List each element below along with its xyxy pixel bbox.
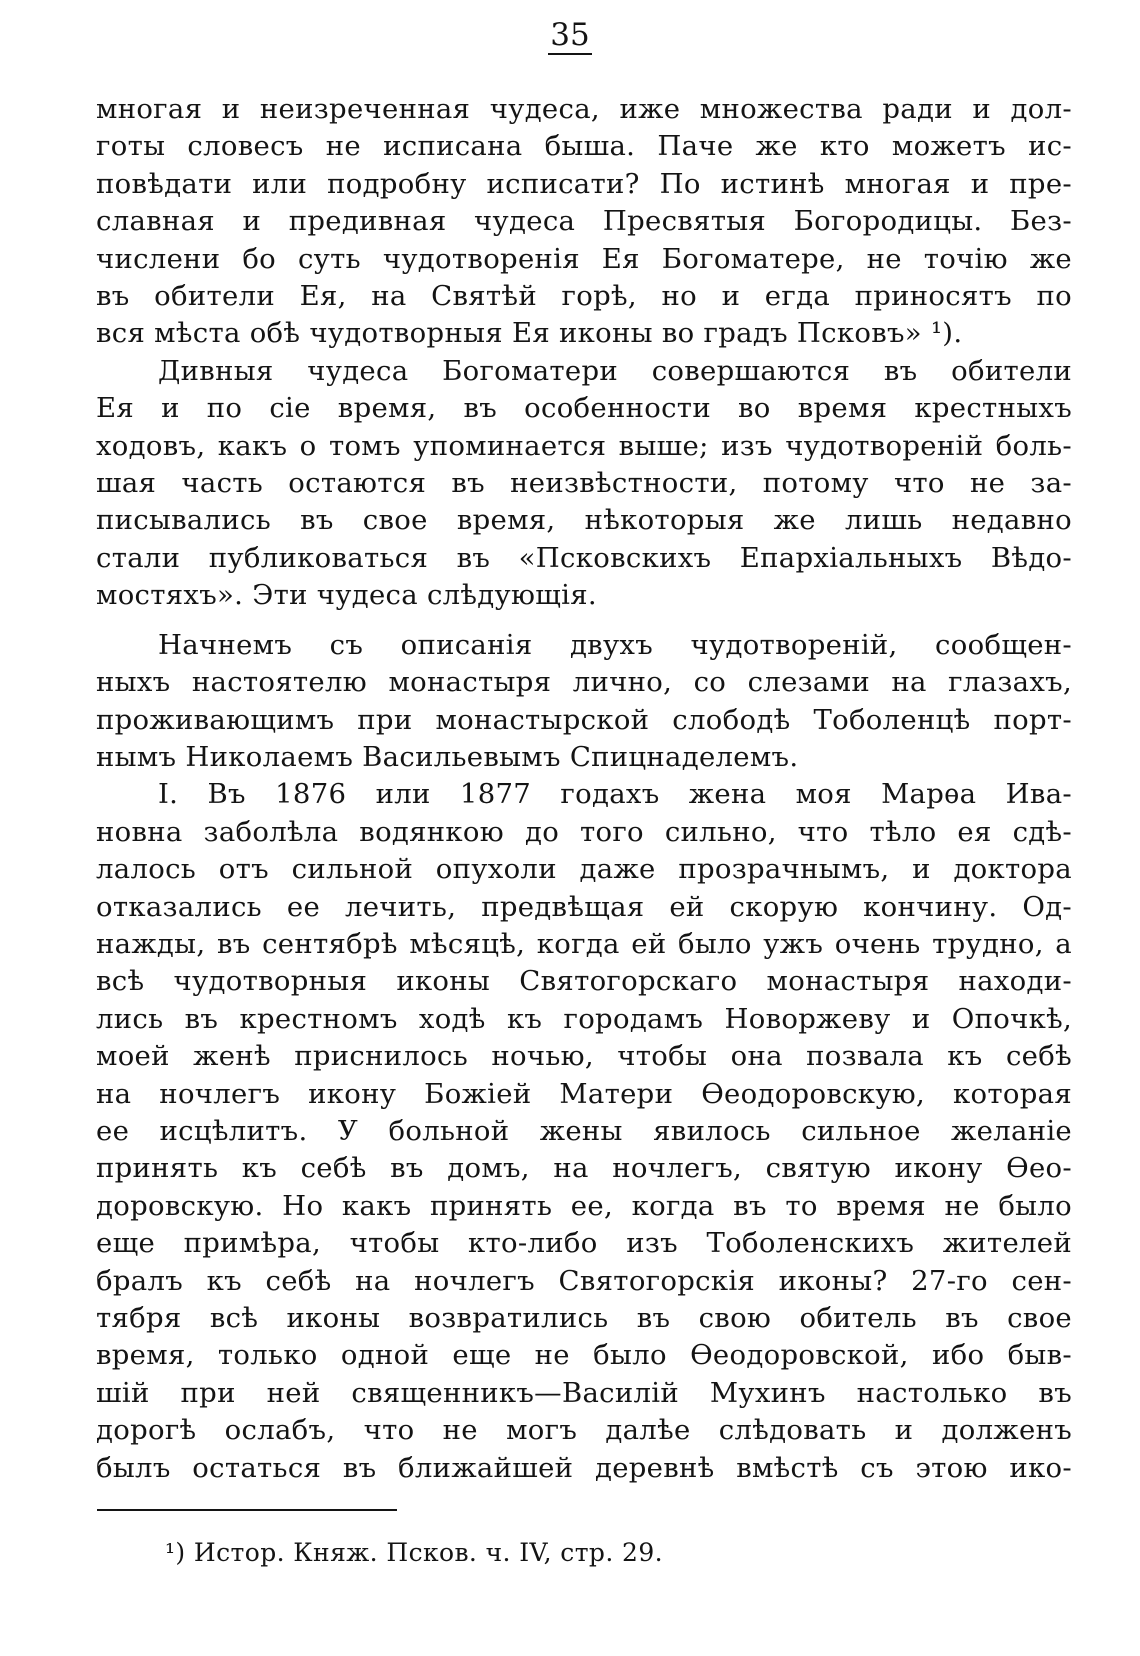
text-line: Дивныя чудеса Богоматери совершаются въ обители — [158, 354, 1072, 387]
text-line: шая часть остаются въ неизвѣстности, потому что не за- — [96, 467, 1072, 500]
paragraph — [96, 776, 1072, 1487]
footnote: ¹) Истор. Княж. Псков. ч. IV, стр. 29. — [165, 1538, 663, 1567]
text-line: вся мѣста обѣ чудотворныя Ея иконы во градъ Псковъ» ¹). — [96, 317, 963, 350]
text-line: въ обители Ея, на Святѣй горѣ, но и егда приносятъ по — [96, 280, 1072, 313]
text-line: нымъ Николаемъ Васильевымъ Спицнаделемъ. — [96, 740, 799, 773]
text-line: Начнемъ съ описанія двухъ чудотвореній, сообщен- — [158, 628, 1072, 661]
main-text — [96, 91, 1072, 1487]
text-line: стали публиковаться въ «Псковскихъ Епархіальныхъ Вѣдо- — [96, 541, 1072, 574]
text-line: былъ остаться въ ближайшей деревнѣ вмѣстѣ съ этою ико- — [96, 1451, 1072, 1484]
text-line: повѣдати или подробну исписати? По истинѣ многая и пре- — [96, 167, 1072, 200]
text-line: проживающимъ при монастырской слободѣ Тоболенцѣ порт- — [96, 703, 1072, 736]
text-line: ныхъ настоятелю монастыря лично, со слезами на глазахъ, — [96, 666, 1072, 699]
text-line: дорогѣ ослабъ, что не могъ далѣе слѣдовать и долженъ — [96, 1414, 1072, 1447]
text-line: бралъ къ себѣ на ночлегъ Святогорскія иконы? 27-го сен- — [96, 1264, 1072, 1297]
text-line: ее исцѣлитъ. У больной жены явилось сильное желаніе — [96, 1114, 1072, 1147]
text-line: шій при ней священникъ—Василій Мухинъ настолько въ — [96, 1376, 1072, 1409]
text-line: готы словесъ не исписана быша. Паче же кто можетъ ис- — [96, 130, 1072, 163]
footnote-divider — [97, 1509, 397, 1511]
text-line: доровскую. Но какъ принять ее, когда въ то время не было — [96, 1189, 1072, 1222]
text-line: числени бо суть чудотворенія Ея Богоматере, не точію же — [96, 242, 1072, 275]
text-line: моей женѣ приснилось ночью, чтобы она позвала къ себѣ — [96, 1040, 1072, 1073]
text-line: лалось отъ сильной опухоли даже прозрачнымъ, и доктора — [96, 853, 1072, 886]
text-line: еще примѣра, чтобы кто-либо изъ Тоболенскихъ жителей — [96, 1227, 1072, 1260]
page-number — [0, 14, 1140, 56]
text-line: нажды, въ сентябрѣ мѣсяцѣ, когда ей было ужъ очень трудно, а — [96, 927, 1072, 960]
text-line: мостяхъ». Эти чудеса слѣдующія. — [96, 579, 597, 612]
text-line: принять къ себѣ въ домъ, на ночлегъ, святую икону Ѳео- — [96, 1152, 1072, 1185]
text-line: тября всѣ иконы возвратились въ свою обитель въ свое — [96, 1302, 1072, 1334]
text-line: на ночлегъ икону Божіей Матери Ѳеодоровскую, которая — [96, 1077, 1072, 1110]
text-line: I. Въ 1876 или 1877 годахъ жена моя Марѳа Ива- — [158, 778, 1072, 811]
text-line: славная и предивная чудеса Пресвятыя Богородицы. Без- — [96, 205, 1072, 238]
text-line: многая и неизреченная чудеса, иже множества ради и дол- — [96, 93, 1072, 125]
text-line: время, только одной еще не было Ѳеодоровской, ибо быв- — [96, 1339, 1072, 1372]
paragraph — [96, 91, 1072, 353]
text-line: писывались въ свое время, нѣкоторыя же лишь недавно — [96, 504, 1072, 537]
text-line: Ея и по сіе время, въ особенности во время крестныхъ — [96, 392, 1072, 425]
text-line: всѣ чудотворныя иконы Святогорскаго монастыря находи- — [96, 965, 1072, 998]
text-line: лись въ крестномъ ходѣ къ городамъ Новоржеву и Опочкѣ, — [96, 1002, 1072, 1035]
text-line: ходовъ, какъ о томъ упоминается выше; изъ чудотвореній боль- — [96, 429, 1072, 462]
paragraph — [96, 353, 1072, 615]
page-number-text: 35 — [550, 17, 590, 53]
text-line: новна заболѣла водянкою до того сильно, что тѣло ея сдѣ- — [96, 815, 1072, 848]
paragraph-gap — [96, 615, 1072, 627]
paragraph — [96, 627, 1072, 777]
text-line: отказались ее лечить, предвѣщая ей скорую кончину. Од- — [96, 890, 1072, 923]
